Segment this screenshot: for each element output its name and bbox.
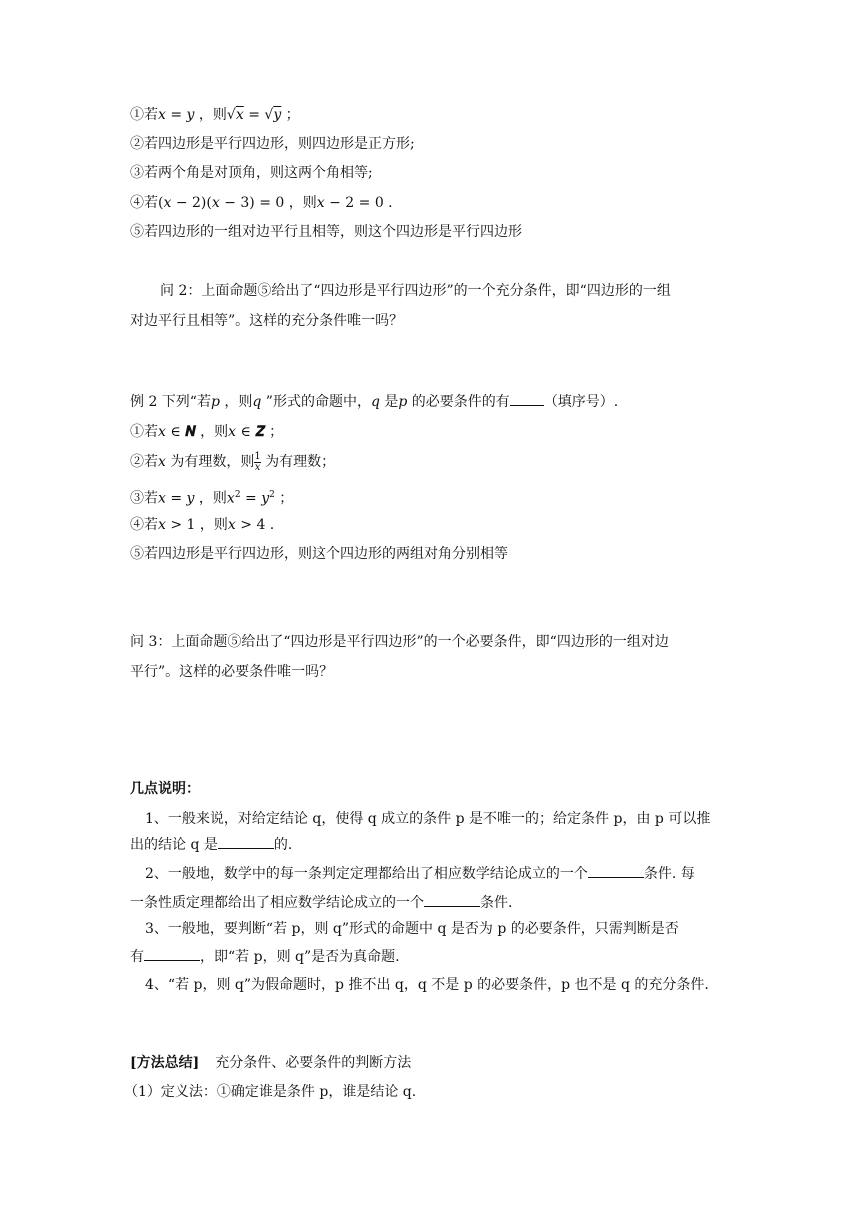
proposition-4: ④若(x − 2)(x − 3) = 0 ，则x − 2 = 0 .: [130, 195, 393, 211]
summary-item-1: （1）定义法：①确定谁是条件 p，谁是结论 q.: [124, 1084, 417, 1100]
example-2-item-2: ②若x 为有理数，则 $\frac{1}{x}$ 为有理数；: [130, 450, 336, 473]
note-4: 4、“若 p，则 q”为假命题时，p 推不出 q，q 不是 p 的必要条件，p 也不是 q 的充分条件.: [145, 977, 709, 993]
note-3-blank: [144, 946, 200, 961]
example-2-item-1: ①若x ∈ 𝑵 ，则x ∈ 𝒁 ；: [130, 424, 284, 440]
note-2-line-1: 2、一般地，数学中的每一条判定定理都给出了相应数学结论成立的一个 条件. 每: [145, 863, 695, 885]
example-2-item-3: ③若x = y ，则$x^2 = y^2$ ；: [130, 490, 294, 507]
note-2-blank-1: [588, 863, 644, 878]
note-3-line-2: 有 ，即“若 p，则 q”是否为真命题.: [130, 946, 400, 968]
proposition-3: ③若两个角是对顶角，则这两个角相等;: [130, 165, 373, 181]
question-3-line-2: 平行”。这样的必要条件唯一吗？: [130, 664, 334, 680]
example-2-item-5: ⑤若四边形是平行四边形，则这个四边形的两组对角分别相等: [130, 546, 508, 562]
summary-heading: [方法总结] 充分条件、必要条件的判断方法: [130, 1055, 412, 1071]
notes-title: 几点说明：: [130, 781, 200, 797]
proposition-2: ②若四边形是平行四边形，则四边形是正方形;: [130, 136, 415, 152]
question-2-line-1: 问 2：上面命题⑤给出了“四边形是平行四边形”的一个充分条件，即“四边形的一组: [160, 283, 671, 299]
answer-blank: [510, 391, 544, 406]
note-1-line-1: 1、一般来说，对给定结论 q，使得 q 成立的条件 p 是不唯一的；给定条件 p，由 p 可以推: [145, 811, 711, 827]
note-1-blank: [218, 834, 274, 849]
example-2-item-4: ④若x > 1 ，则x > 4 .: [130, 517, 275, 533]
note-2-line-2: 一条性质定理都给出了相应数学结论成立的一个 条件.: [130, 892, 512, 914]
example-2-heading: 例 2 下列“若p ，则q ”形式的命题中，q 是p 的必要条件的有 （填序号）.: [130, 391, 618, 413]
proposition-5: ⑤若四边形的一组对边平行且相等，则这个四边形是平行四边形: [130, 224, 522, 240]
proposition-1: ①若x = y ，则√x = √y ；: [130, 107, 300, 123]
note-3-line-1: 3、一般地，要判断“若 p，则 q”形式的命题中 q 是否为 p 的必要条件，只需判断是否: [145, 921, 679, 937]
note-2-blank-2: [424, 892, 480, 907]
question-3-line-1: 问 3：上面命题⑤给出了“四边形是平行四边形”的一个必要条件，即“四边形的一组对边: [130, 634, 669, 650]
note-1-line-2: 出的结论 q 是 的.: [130, 834, 292, 856]
question-2-line-2: 对边平行且相等”。这样的充分条件唯一吗？: [130, 313, 404, 329]
